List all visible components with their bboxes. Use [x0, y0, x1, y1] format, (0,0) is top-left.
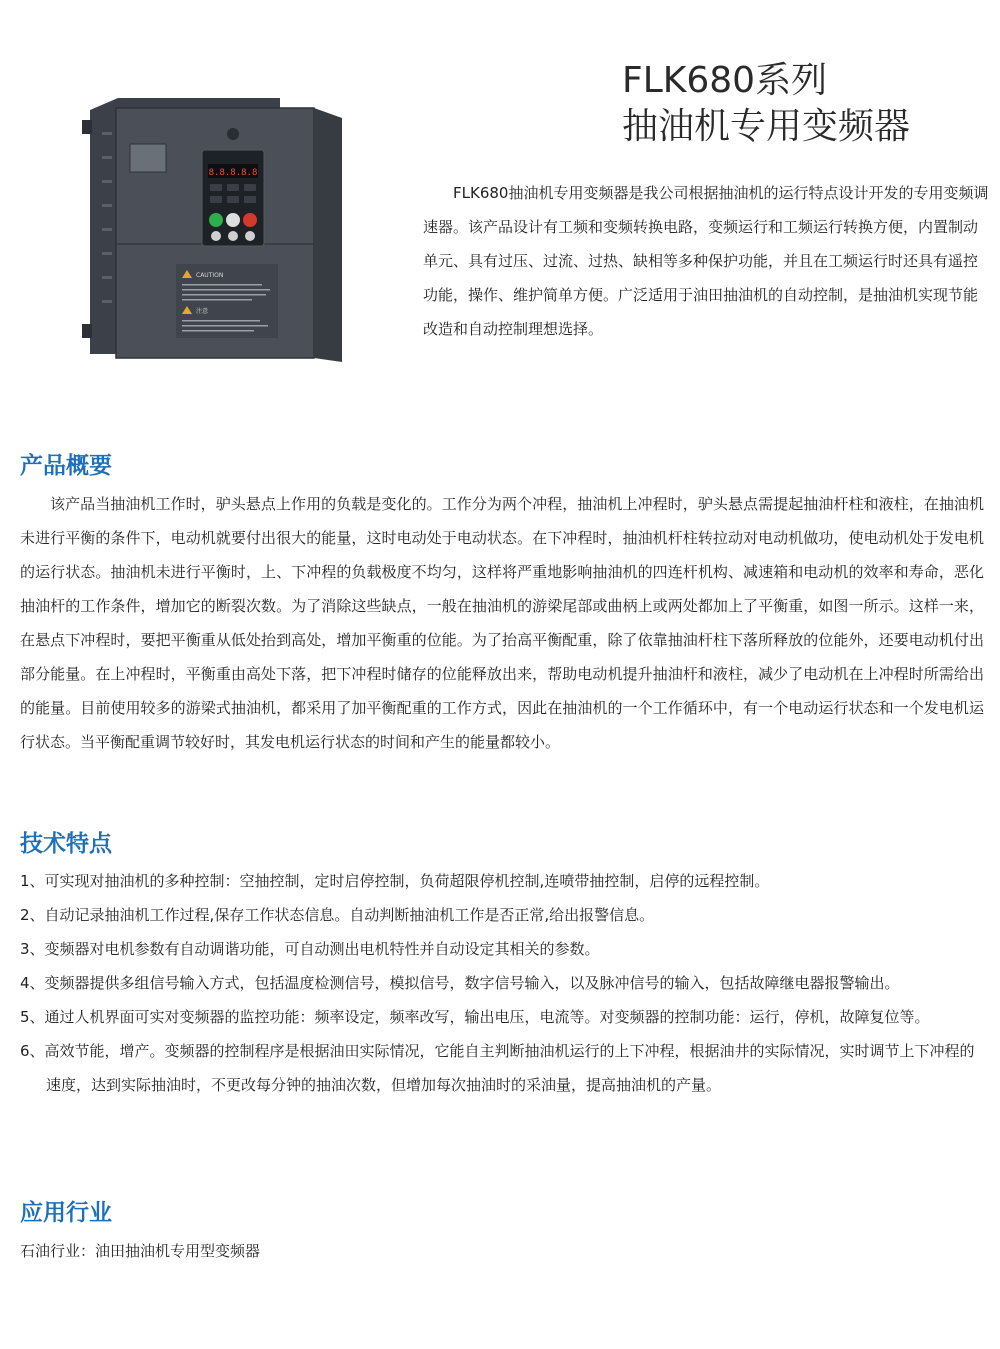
- feature-item: 4、变频器提供多组信号输入方式，包括温度检测信号，模拟信号，数字信号输入，以及脉冲信号的输入，包括故障继电器报警输出。: [20, 974, 900, 992]
- inverter-illustration: [80, 92, 380, 372]
- down-key: [228, 231, 238, 241]
- mounting-ear: [82, 324, 92, 338]
- features-heading: 技术特点: [20, 831, 112, 857]
- product-series-title: FLK680系列: [622, 60, 828, 101]
- feature-item: 2、自动记录抽油机工作过程,保存工作状态信息。自动判断抽油机工作是否正常,给出报警信息。: [20, 906, 655, 924]
- overview-text: 该产品当抽油机工作时，驴头悬点上作用的负载是变化的。工作分为两个冲程，抽油机上冲程时，驴头悬点需提起抽油杆柱和液柱，在抽油机未进行平衡的条件下，电动机就要付出很大的能量，这时电动处于电动状态。在下冲程时，抽油机杆柱转拉动对电动机做功，使电动机处于发电机的运行状态。抽油机未进行平衡时，上、下冲程的负载极度不均匀，这样将严重地影响抽油机的四连杆机构、减速箱和电动机的效率和寿命，恶化抽油杆的工作条件，增加它的断裂次数。为了消除这些缺点，一般在抽油机的游梁尾部或曲柄上或两处都加上了平衡重，如图一所示。这样一来，在悬点下冲程时，要把平衡重从低处抬到高处，增加平衡重的位能。为了抬高平衡配重，除了依靠抽油杆柱下落所释放的位能外，还要电动机付出部分能量。在上冲程时，平衡重由高处下落，把下冲程时储存的位能释放出来，帮助电动机提升抽油杆和液柱，减少了电动机在上冲程时所需给出的能量。目前使用较多的游梁式抽油机，都采用了加平衡配重的工作方式，因此在抽油机的一个工作循环中，有一个电动运行状态和一个发电机运行状态。当平衡配重调节较好时，其发电机运行状态的时间和产生的能量都较小。: [20, 495, 984, 751]
- feature-item: 6、高效节能，增产。变频器的控制程序是根据油田实际情况，它能自主判断抽油机运行的上下冲程，根据油井的实际情况，实时调节上下冲程的速度，达到实际抽油时，不更改每分钟的抽油次数，但增加每次抽油时的采油量，提高抽油机的产量。: [20, 1042, 975, 1094]
- keypad-screw: [227, 128, 239, 140]
- status-window: [130, 144, 166, 172]
- feature-item: 3、变频器对电机参数有自动调谐功能，可自动测出电机特性并自动设定其相关的参数。: [20, 940, 600, 958]
- mounting-ear: [82, 120, 92, 134]
- title-block: [622, 58, 910, 150]
- warning-title: CAUTION: [196, 272, 224, 279]
- fwd-key: [211, 231, 221, 241]
- product-name-title: 抽油机专用变频器: [622, 106, 911, 147]
- warning-title-cn: 注意: [196, 308, 209, 315]
- application-text: 石油行业：油田抽油机专用型变频器: [20, 1242, 261, 1260]
- application-heading: 应用行业: [20, 1200, 112, 1226]
- side-face: [314, 108, 342, 362]
- warning-label: [176, 264, 278, 338]
- up-key: [226, 213, 240, 227]
- stop-key: [243, 213, 257, 227]
- overview-heading: 产品概要: [20, 453, 112, 479]
- shift-key: [245, 231, 255, 241]
- run-key: [209, 213, 223, 227]
- feature-list: [20, 864, 986, 1102]
- feature-item: 1、可实现对抽油机的多种控制：空抽控制，定时启停控制，负荷超限停机控制,连喷带抽控制，启停的远程控制。: [20, 872, 770, 890]
- led-digits: 8.8.8.8.8: [208, 168, 258, 178]
- product-intro: FLK680抽油机专用变频器是我公司根据抽油机的运行特点设计开发的专用变频调速器。该产品设计有工频和变频转换电路，变频运行和工频运行转换方便，内置制动单元、具有过压、过流、过热、缺相等多种保护功能，并且在工频运行时还具有遥控功能，操作、维护简单方便。广泛适用于油田抽油机的自动控制，是抽油机实现节能改造和自动控制理想选择。: [423, 184, 989, 338]
- product-image: [80, 92, 380, 372]
- feature-item: 5、通过人机界面可实对变频器的监控功能：频率设定，频率改写，输出电压，电流等。对变频器的控制功能：运行，停机，故障复位等。: [20, 1008, 930, 1026]
